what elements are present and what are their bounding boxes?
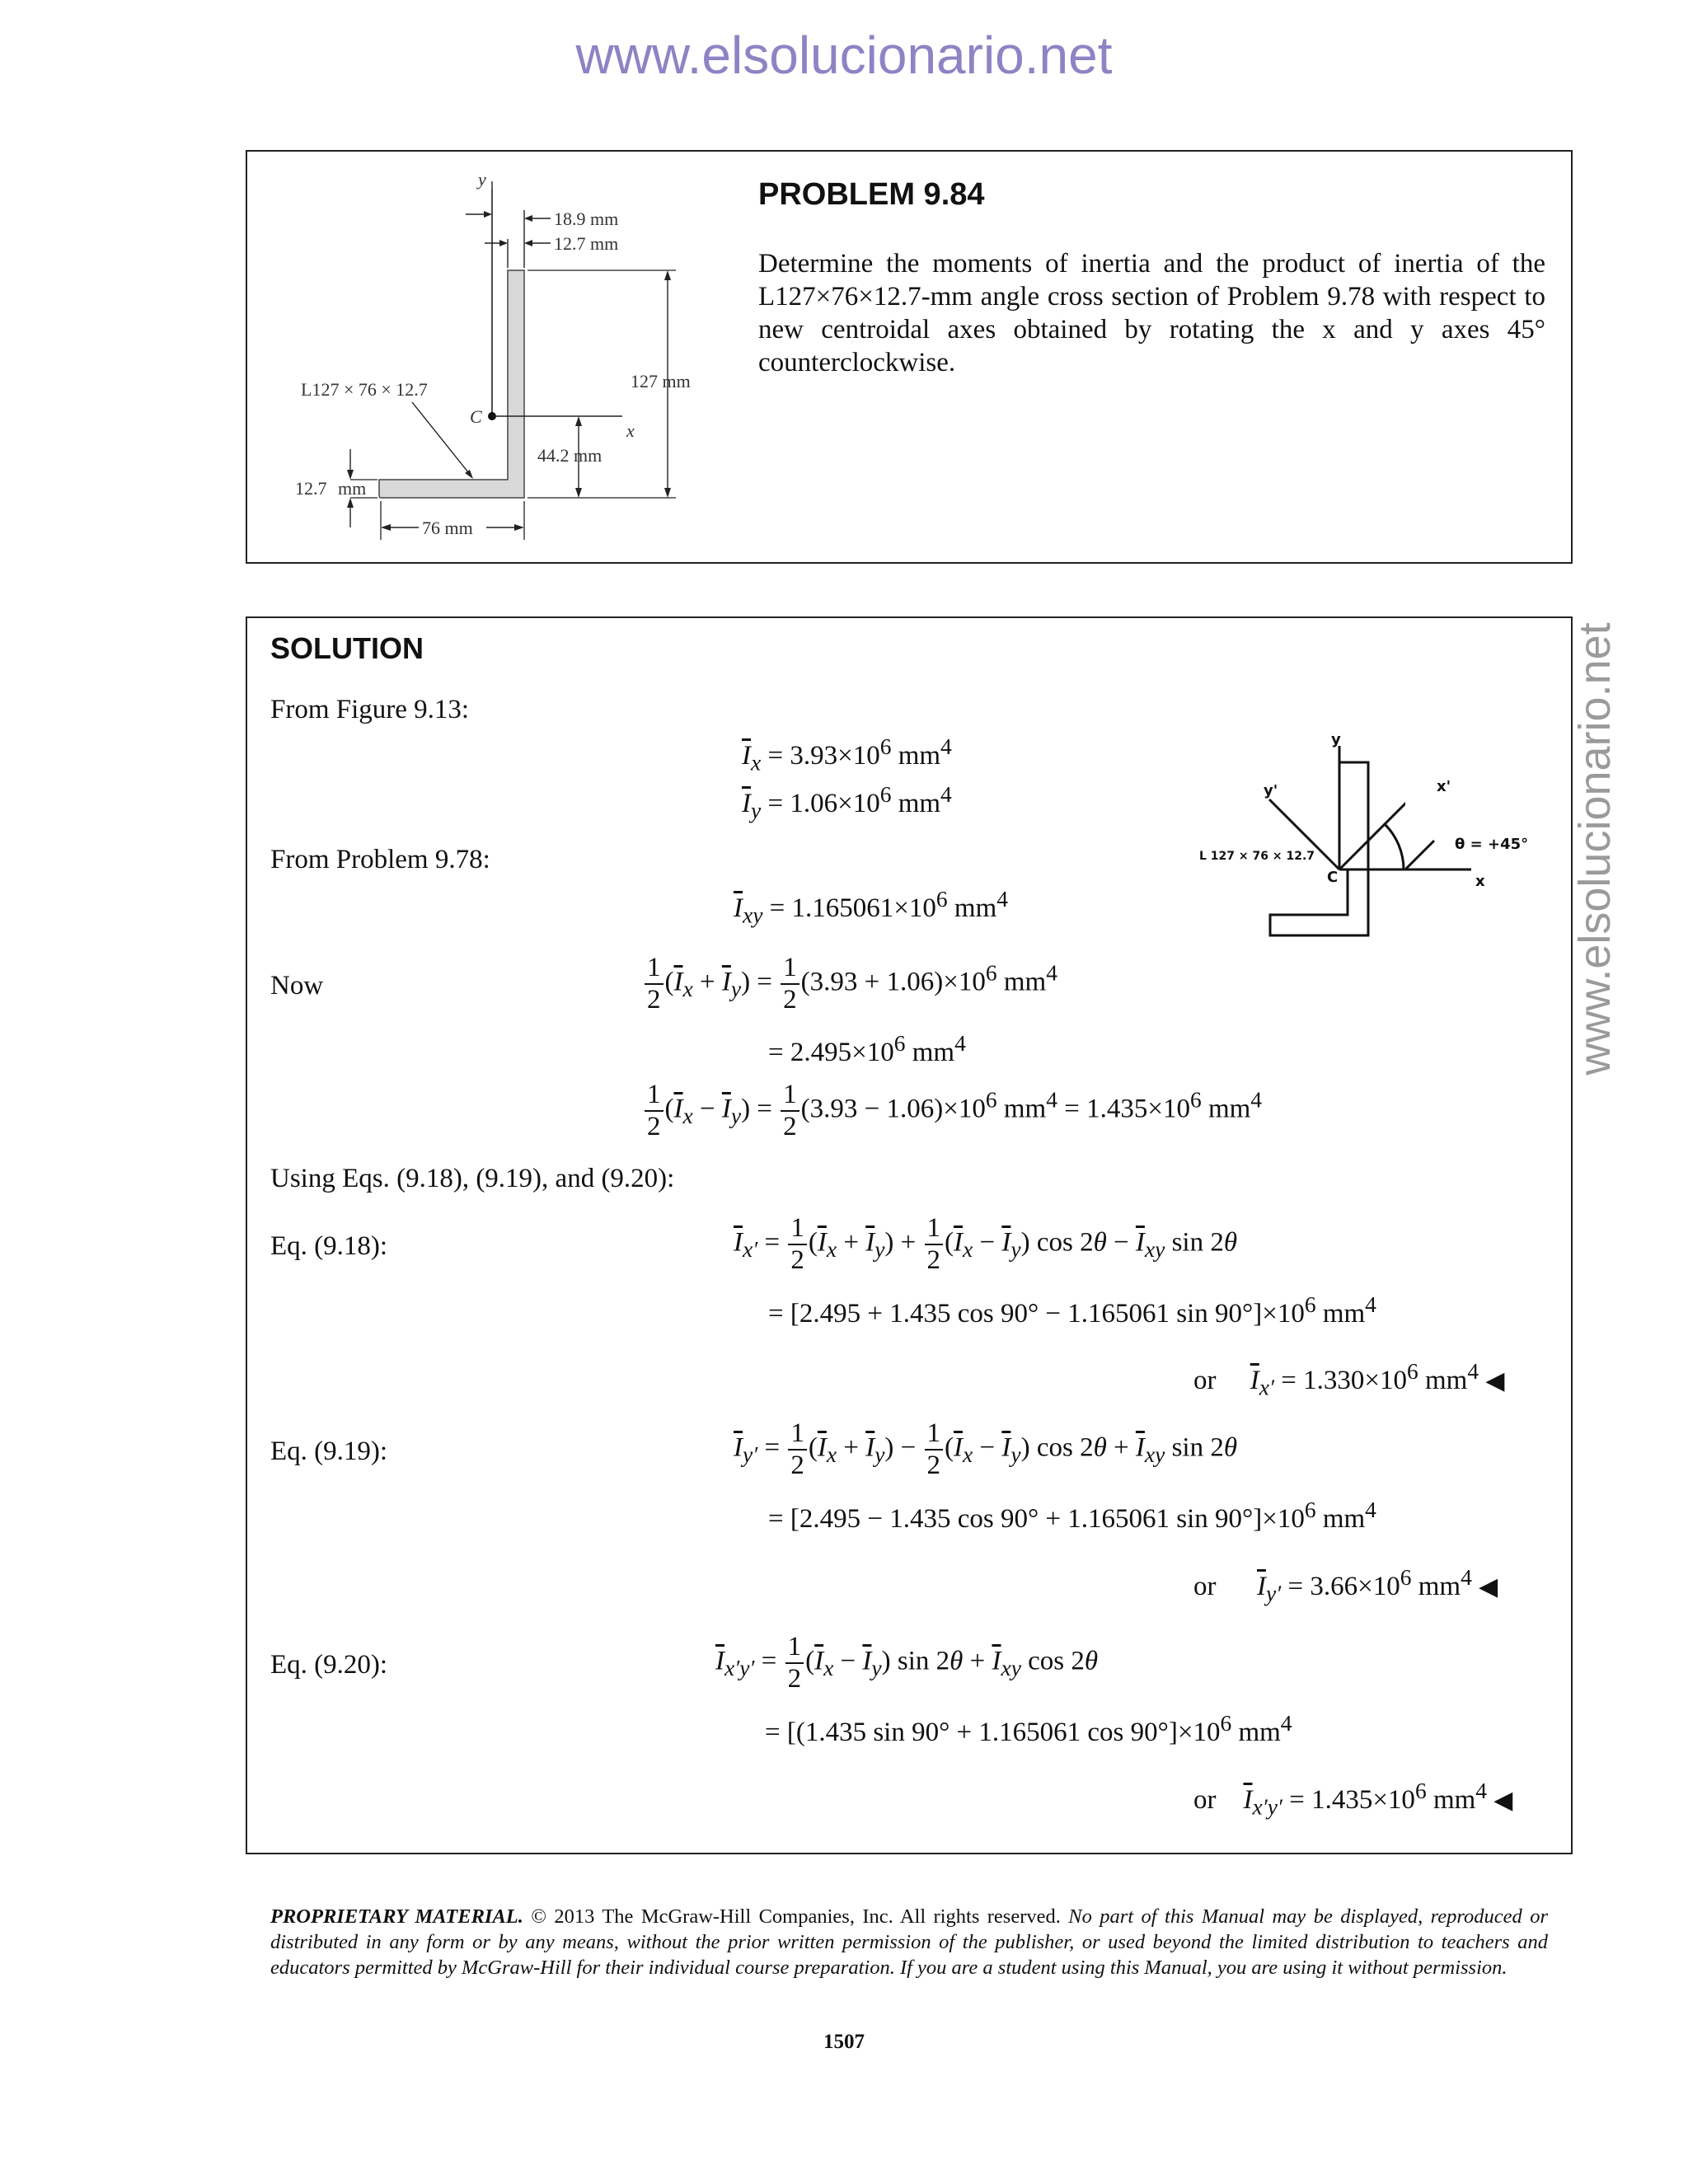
eq-sum: $\frac{1}{2}$ $(\overline{I}_x + \overline{I}_y)$ = $\frac{1}{2}$ $(3.93 + 1.06)\times 10^6$ $mm^4$ bbox=[643, 954, 1057, 1014]
eq19-formula: $\overline{I}_{y'}$ = $\frac{1}{2}$ $(\overline{I}_x + \overline{I}_y)$ − $\frac{1}{2}$ $(\overline{I}_x - \overline{I}_y)$ $\cos 2\theta + \overline{I}_{xy}$ sin 2θ bbox=[734, 1418, 1238, 1480]
problem-title: PROBLEM 9.84 bbox=[758, 177, 985, 212]
eq20-label: Eq. (9.20): bbox=[270, 1650, 388, 1680]
watermark-side: www.elsolucionario.net bbox=[1570, 622, 1620, 1076]
solution-title: SOLUTION bbox=[270, 631, 424, 665]
now-label: Now bbox=[270, 971, 324, 1001]
eq20-answer: or $\overline{I}_{x'y'} = 1.435\times 10^6$ $mm^4$ ◀ bbox=[1193, 1778, 1513, 1820]
sketch-x-label: x bbox=[1475, 873, 1485, 890]
page-number: 1507 bbox=[823, 2031, 865, 2053]
eq20-formula: $\overline{I}_{x'y'}$ = $\frac{1}{2}$ $(\overline{I}_x - \overline{I}_y)$ $\sin 2\theta + \overline{I}_{xy}$ cos 2θ bbox=[715, 1632, 1099, 1694]
dim-12-7-left-unit: mm bbox=[338, 478, 367, 499]
proprietary-notice bbox=[270, 1904, 1548, 1980]
rotated-axes-sketch-right bbox=[1405, 766, 1529, 898]
dim-12-7-left: 12.7 bbox=[295, 478, 327, 499]
dim-12-7-top: 12.7 mm bbox=[554, 233, 619, 254]
dim-18-9: 18.9 mm bbox=[554, 209, 619, 229]
sketch-section-label: L 127 × 76 × 12.7 bbox=[1199, 850, 1315, 863]
sketch-theta-label: θ = +45° bbox=[1455, 836, 1529, 853]
eq-iy: $\overline{I}_y = 1.06\times 10^6$ $mm^4$ bbox=[742, 781, 952, 823]
footer-italic: No part of this Manual may be displayed, reproduced or distributed in any form or by any means, without the prior written permission of the publisher, or used beyond the limited distribution to teachers and educators permitted by McGraw-Hill for their individual course preparation. If you are a student using this Manual, you are using it without permission. bbox=[270, 1905, 1548, 1979]
from-problem-label: From Problem 9.78: bbox=[270, 845, 490, 874]
eq19-label: Eq. (9.19): bbox=[270, 1436, 388, 1466]
x-axis-label: x bbox=[626, 420, 635, 441]
sketch-c-label: C bbox=[1327, 869, 1339, 886]
from-figure-label: From Figure 9.13: bbox=[270, 695, 470, 724]
eq18-substitution: = [2.495 + 1.435 cos 90° − 1.165061 $\sin 90^\circ]\times 10^6$ $mm^4$ bbox=[768, 1291, 1376, 1329]
eq18-label: Eq. (9.18): bbox=[270, 1231, 388, 1261]
centroid-label: C bbox=[470, 406, 482, 427]
footer-normal: © 2013 The McGraw-Hill Companies, Inc. All rights reserved. bbox=[523, 1905, 1069, 1928]
using-eqs-label: Using Eqs. (9.18), (9.19), and (9.20): bbox=[270, 1164, 675, 1193]
sketch-yprime-label: y' bbox=[1264, 782, 1278, 799]
section-label: L127 × 76 × 12.7 bbox=[301, 379, 428, 400]
eq-ix: $\overline{I}_x = 3.93\times 10^6$ $mm^4$ bbox=[742, 733, 952, 776]
dim-76: 76 mm bbox=[422, 518, 473, 538]
problem-statement: Determine the moments of inertia and the product of inertia of the L127×76×12.7-mm angle cross section of Problem 9.78 with respect to new centroidal axes obtained by rotating the x and y axes 45° counterclockwise. bbox=[758, 249, 1545, 377]
watermark-top: www.elsolucionario.net bbox=[575, 26, 1113, 85]
dim-44-2: 44.2 mm bbox=[537, 445, 603, 466]
eq19-substitution: = [2.495 − 1.435 cos 90° + 1.165061 $\sin 90^\circ]\times 10^6$ $mm^4$ bbox=[768, 1497, 1376, 1534]
eq20-substitution: = [(1.435 sin 90° + 1.165061 $\cos 90^\circ]\times 10^6$ $mm^4$ bbox=[765, 1710, 1292, 1747]
y-axis-label: y bbox=[478, 169, 486, 190]
dim-127: 127 mm bbox=[631, 371, 691, 391]
eq-sum-result: = $2.495\times 10^6$ $mm^4$ bbox=[768, 1030, 966, 1067]
eq-diff: $\frac{1}{2}$ $(\overline{I}_x - \overline{I}_y)$ = $\frac{1}{2}$ $(3.93 - 1.06)\times 10^6$ $mm^4 = 1.435\times 10^6$ $mm^4$ bbox=[643, 1081, 1262, 1141]
eq19-answer: or $\overline{I}_{y'} = 3.66\times 10^6$ $mm^4$ ◀ bbox=[1193, 1564, 1498, 1606]
eq18-answer: or $\overline{I}_{x'} = 1.330\times 10^6$ $mm^4$ ◀ bbox=[1193, 1358, 1505, 1400]
eq-ixy: $\overline{I}_{xy} = 1.165061\times 10^6$ $mm^4$ bbox=[734, 886, 1008, 928]
footer-bold: PROPRIETARY MATERIAL. bbox=[270, 1905, 523, 1928]
rotated-axes-sketch bbox=[1199, 729, 1405, 944]
sketch-xprime-label: x' bbox=[1437, 778, 1451, 795]
sketch-y-label: y bbox=[1331, 731, 1341, 748]
angle-section-figure bbox=[280, 165, 725, 552]
eq18-formula: $\overline{I}_{x'}$ = $\frac{1}{2}$ $(\overline{I}_x + \overline{I}_y)$ + $\frac{1}{2}$ $(\overline{I}_x - \overline{I}_y)$ $\cos 2\theta - \overline{I}_{xy}$ sin 2θ bbox=[734, 1213, 1238, 1275]
